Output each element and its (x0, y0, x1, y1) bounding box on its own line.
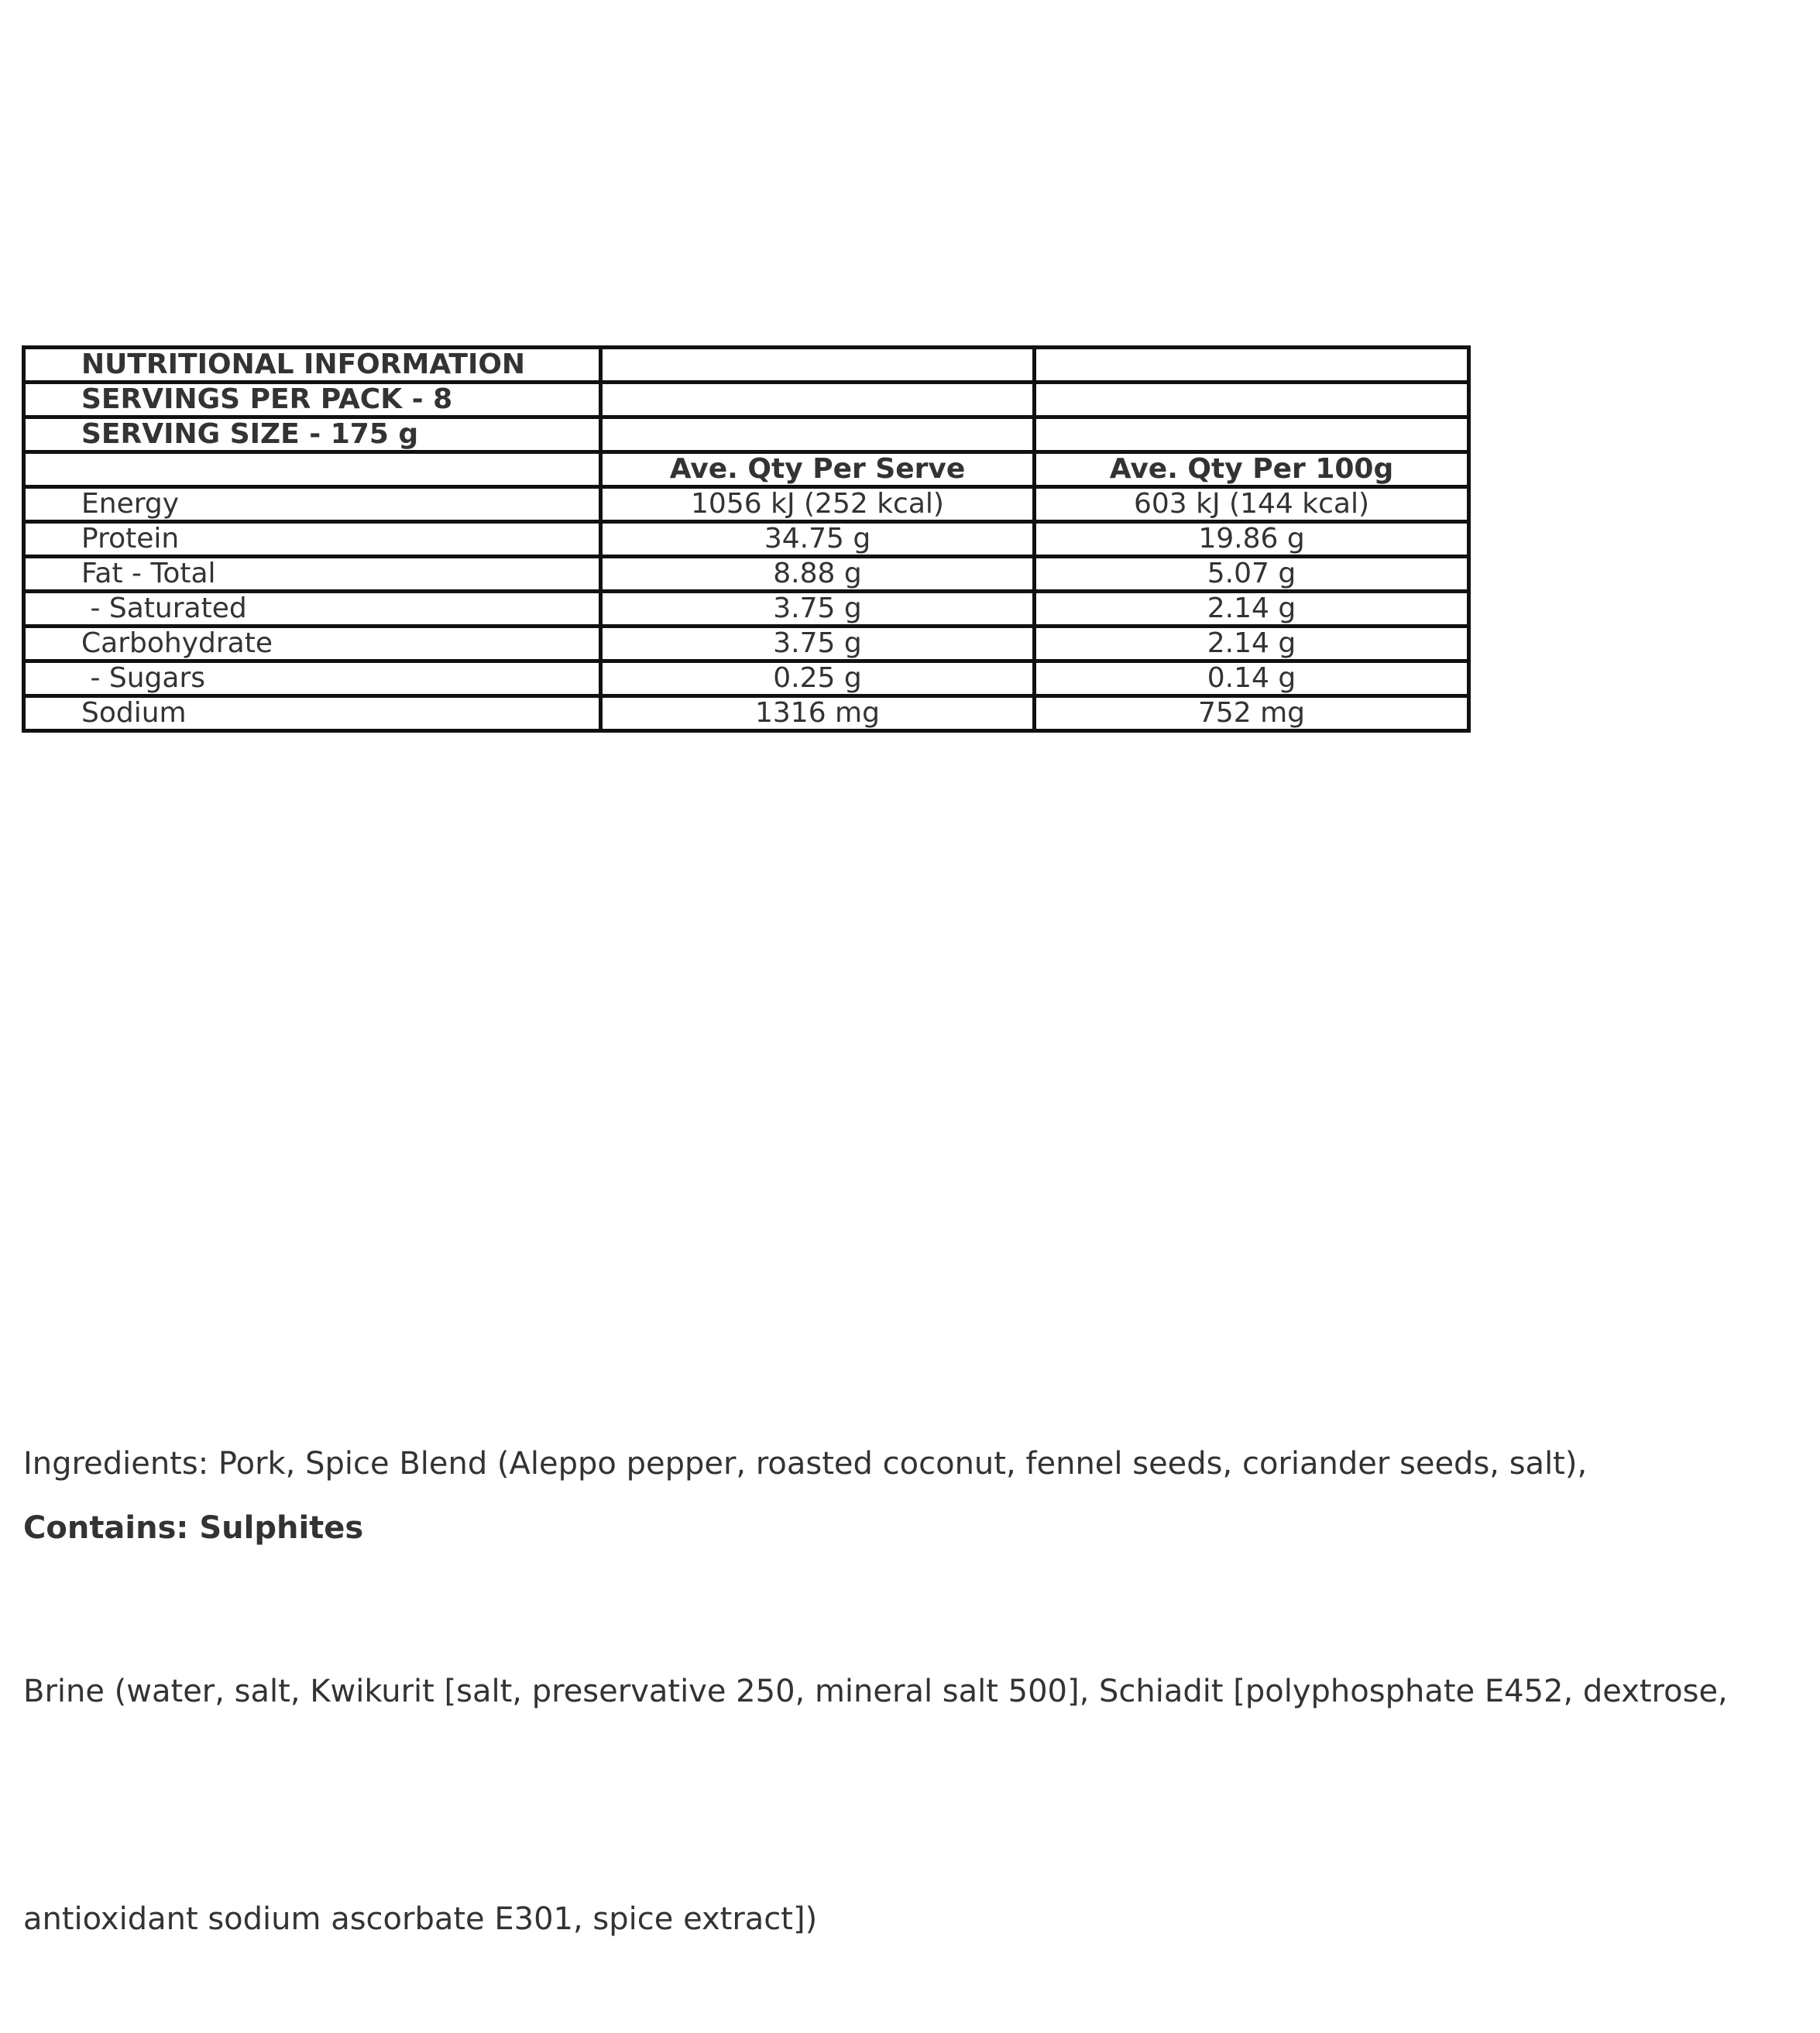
nutrition-table (22, 345, 1471, 733)
per-100g-value: 19.86 g (1035, 522, 1469, 557)
table-title: NUTRITIONAL INFORMATION (24, 348, 601, 383)
nutrient-label: Energy (24, 487, 601, 522)
nutrient-label: Sodium (24, 696, 601, 731)
ingredients-line: Ingredients: Pork, Spice Blend (Aleppo pepper, roasted coconut, fennel seeds, coriander seeds, salt), (23, 1446, 1588, 1482)
table-row (24, 487, 1469, 522)
allergen-statement: Contains: Sulphites (23, 1510, 364, 1546)
per-serve-value: 34.75 g (601, 522, 1035, 557)
per-serve-value: 0.25 g (601, 661, 1035, 696)
ingredients-line: Brine (water, salt, Kwikurit [salt, preservative 250, mineral salt 500], Schiadit [polyphosphate E452, dextrose, (23, 1674, 1728, 1709)
empty-cell (601, 348, 1035, 383)
per-100g-value: 0.14 g (1035, 661, 1469, 696)
serving-size: SERVING SIZE - 175 g (24, 417, 601, 452)
per-serve-value: 8.88 g (601, 557, 1035, 592)
column-header-per-serve: Ave. Qty Per Serve (601, 452, 1035, 487)
column-header-per-100g: Ave. Qty Per 100g (1035, 452, 1469, 487)
table-row (24, 661, 1469, 696)
servings-per-pack-row (24, 383, 1469, 417)
per-serve-value: 1056 kJ (252 kcal) (601, 487, 1035, 522)
nutrient-label: Carbohydrate (24, 627, 601, 661)
empty-cell (601, 383, 1035, 417)
table-title-row (24, 348, 1469, 383)
nutrient-label: Fat - Total (24, 557, 601, 592)
empty-cell (1035, 383, 1469, 417)
per-serve-value: 1316 mg (601, 696, 1035, 731)
table-row (24, 557, 1469, 592)
per-100g-value: 603 kJ (144 kcal) (1035, 487, 1469, 522)
servings-per-pack: SERVINGS PER PACK - 8 (24, 383, 601, 417)
table-row (24, 522, 1469, 557)
per-100g-value: 752 mg (1035, 696, 1469, 731)
empty-cell (1035, 348, 1469, 383)
table-row (24, 592, 1469, 627)
nutrient-label: - Saturated (24, 592, 601, 627)
empty-cell (601, 417, 1035, 452)
per-100g-value: 5.07 g (1035, 557, 1469, 592)
per-serve-value: 3.75 g (601, 592, 1035, 627)
per-100g-value: 2.14 g (1035, 627, 1469, 661)
empty-cell (24, 452, 601, 487)
empty-cell (1035, 417, 1469, 452)
table-row (24, 696, 1469, 731)
table-row (24, 627, 1469, 661)
per-serve-value: 3.75 g (601, 627, 1035, 661)
nutrient-label: Protein (24, 522, 601, 557)
nutrient-label: - Sugars (24, 661, 601, 696)
ingredients-line: antioxidant sodium ascorbate E301, spice extract]) (23, 1901, 818, 1937)
column-header-row (24, 452, 1469, 487)
ingredients-text (23, 1274, 1812, 2033)
serving-size-row (24, 417, 1469, 452)
per-100g-value: 2.14 g (1035, 592, 1469, 627)
